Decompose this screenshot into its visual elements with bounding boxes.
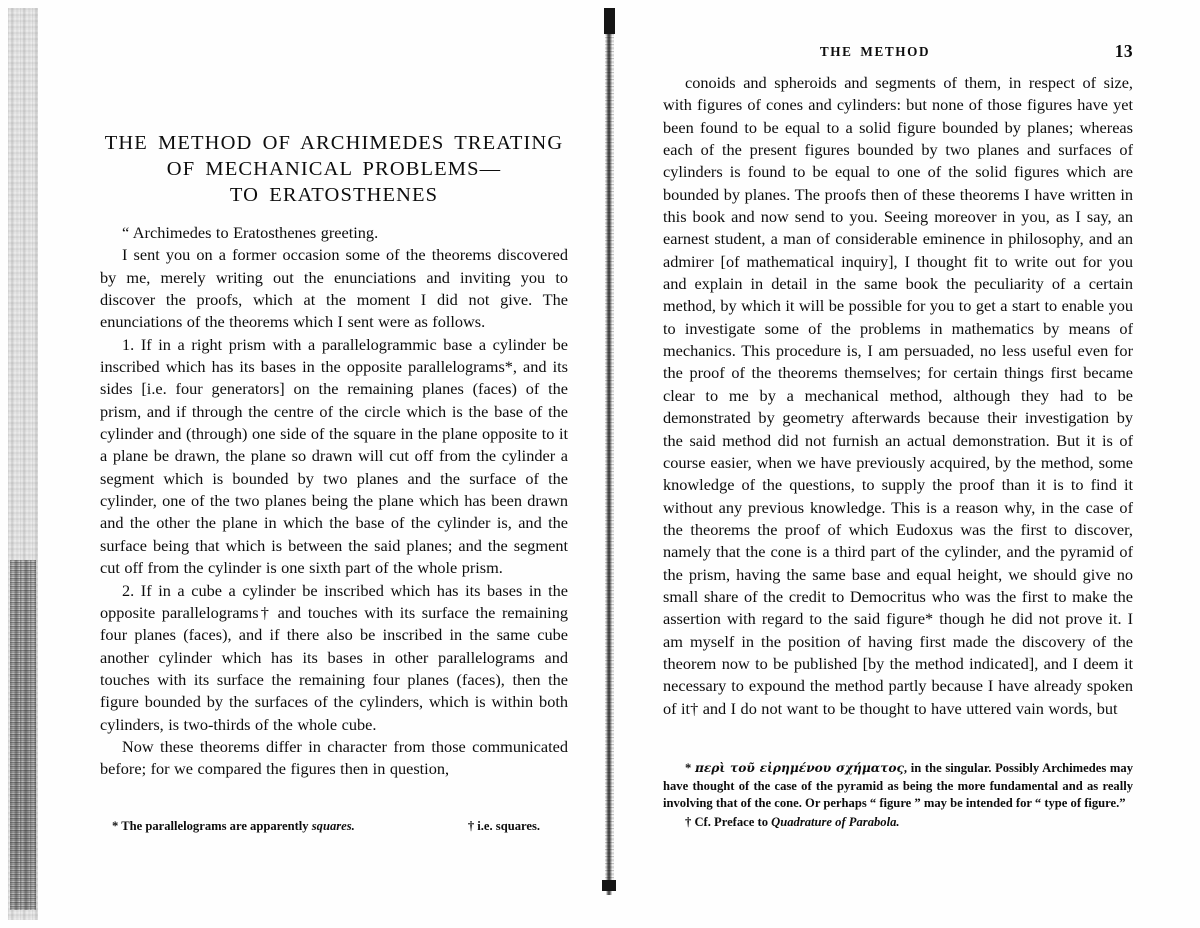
binding-gutter: [606, 10, 612, 895]
left-column-footnotes: [100, 818, 568, 836]
footnote-asterisk-right-mark: *: [685, 761, 695, 775]
left-edge-scan-noise-dark: [10, 560, 36, 910]
paragraph-continued: conoids and spheroids and segments of them, in respect of size, with figures of cones and cylinders: but none of those figures have yet been found to be equal to a solid figure bounded by planes; whereas each of the present figures bounded by two planes and surfaces of cylinders is found to be equal to one of the solid figures which are bounded by planes. The proofs then of these theorems I have written in this book and now send to you. Seeing moreover in you, as I say, an earnest student, a man of considerable eminence in philosophy, and an admirer [of mathematical inquiry], I thought fit to write out for you and explain in detail in the same book the peculiarity of a certain method, by which it will be possible for you to get a start to enable you to investigate some of the problems in mathematics by means of mechanics. This procedure is, I am persuaded, no less useful even for the proof of the theorems themselves; for certain things first became clear to me by a mechanical method, although they had to be demonstrated by geometry afterwards because their investigation by the said method did not furnish an actual demonstration. But it is of course easier, when we have previously acquired, by the method, some knowledge of the questions, to supply the proof than it is to find it without any previous knowledge. This is a reason why, in the case of the theorems the proof of which Eudoxus was the first to discover, namely that the cone is a third part of the cylinder, and the pyramid of the prism, having the same base and equal height, we should give no small share of the credit to Democritus who was the first to make the assertion with regard to the said figure* though he did not prove it. I am myself in the position of having first made the discovery of the theorem now to be published [by the method indicated], and I deem it necessary to expound the method partly because I have already spoken of it† and I do not want to be thought to have uttered vain words, but: [663, 73, 1133, 718]
paragraph-greeting: “ Archimedes to Eratosthenes greeting.: [122, 223, 379, 242]
footnote-asterisk-right-greek: περὶ τοῦ εἰρημένου σχήματος: [694, 761, 904, 775]
right-column: [663, 72, 1133, 720]
page-number: 13: [1114, 41, 1133, 61]
footnote-asterisk-right-text: , in the singular. Possibly Archimedes may have thought of the case of the pyramid as being the more fundamental and as really involving that of the cone. Or perhaps “ figure ” may be intended for “ type of figure.”: [663, 761, 1133, 811]
page-title-line-1: THE METHOD OF ARCHIMEDES TREATING: [104, 132, 564, 154]
right-column-footnotes: [663, 760, 1133, 831]
footnote-asterisk-left-text: * The parallelograms are apparently: [112, 819, 312, 833]
binding-gutter-speckle: [605, 30, 614, 880]
binding-gutter-bottom-cap: [602, 880, 616, 891]
footnote-asterisk-left: [100, 818, 355, 836]
footnote-dagger-left: † i.e. squares.: [467, 819, 540, 833]
paragraph-proposition-2: 2. If in a cube a cylinder be inscribed which has its bases in the opposite parallelograms† and touches with its surface the remaining four planes (faces), and if there also be inscribed in the same cube another cylinder which has its bases in other parallelograms and touches with its surface the remaining four planes (faces), then the figure bounded by the surfaces of the cylinders, which is within both cylinders, is two-thirds of the whole cube.: [100, 580, 568, 734]
footnote-dagger-right-mark: † Cf. Preface to: [685, 814, 772, 829]
page-title-line-2: OF MECHANICAL PROBLEMS—: [166, 158, 502, 180]
paragraph-proposition-1: 1. If in a right prism with a parallelogrammic base a cylinder be inscribed which has its bases in the opposite parallelograms*, and its sides [i.e. four generators] on the remaining planes (faces) of the prism, and if through the centre of the circle which is the base of the cylinder and (through) one side of the square in the plane opposite to it a plane be drawn, the plane so drawn will cut off from the cylinder a segment which is bounded by two planes and the surface of the cylinder, one of the two planes being the plane which has been drawn and the other the plane in which the base of the cylinder is, and the surface being that which is between the said planes; and the segment cut off from the cylinder is one sixth part of the whole prism.: [100, 334, 568, 578]
page-title-line-3: TO ERATOSTHENES: [229, 184, 439, 206]
footnote-dagger-right-italic: Quadrature of Parabola.: [771, 814, 900, 829]
footnote-asterisk-right: [663, 760, 1133, 813]
left-edge-scan-noise: [8, 8, 38, 920]
left-column: [100, 130, 568, 781]
footnote-row: [100, 818, 568, 836]
binding-gutter-top-cap: [604, 8, 615, 34]
footnote-dagger-right: [663, 814, 1133, 832]
footnote-asterisk-left-italic: squares.: [311, 819, 355, 833]
running-head: [663, 41, 1133, 62]
paragraph-intro: I sent you on a former occasion some of the theorems discovered by me, merely writing out the enunciations and inviting you to discover the proofs, which at the moment I did not give. The enunciations of the theorems which I sent were as follows.: [100, 245, 568, 332]
paragraph-now-these-theorems: Now these theorems differ in character from those communicated before; for we compared the figures then in question,: [100, 736, 568, 779]
page-title: [100, 130, 568, 208]
running-head-title: THE METHOD: [819, 44, 931, 59]
